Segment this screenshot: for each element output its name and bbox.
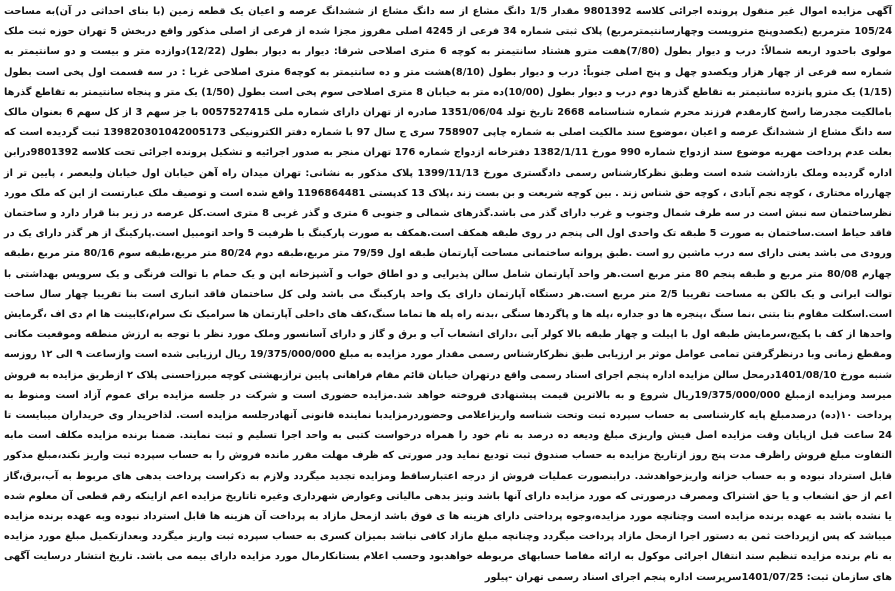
auction-notice-text: آگهی مزایده اموال غیر منقول پرونده اجرائی کلاسه 9801392 مقدار 1/5 دانگ مشاع از سه دانگ مشاع از ششدانگ عرصه و اعیان یک قطعه زمین (با بنای احداثی در آن)به مساحت 105/24 مترمربع (یکصدوپنج مترویست وچهارسانتیمترمربع) پلاک ثبتی شماره 34 فرعی از 4245 اصلی مفروز مجزا شده از فرعی از اصلی مذکور واقع دربخش 5 تهران حوزه ثبت ملک مولوی باحدود اربعه شمالاً: درب و دیوار بطول (7/80)هفت مترو هشتاد سانتیمتر به کوچه 6 متری اصلاحی شرقا: دیوار به دیوار بطول (12/22)دوازده متر و بیست و دو سانتیمتر به شماره سه فرعی از چهار هزار ویکصدو چهل و پنج اصلی جنوباً: درب و دیوار بطول (8/10)هشت متر و ده سانتیمتر به کوچه6 متری اصلاحی غربا : در سه قسمت اول پخی است بطول (1/15) یک مترو پانزده سانتیمتر به تقاطع گذرها دوم درب و دیوار بطول (10/00)ده متر به خیابان 8 متری اصلاحی سوم پخی است بطول (1/50) یک متر و پنجاه سانتیمتر به تقاطع گذرها بامالکیت مجدرضا راسخ کارمقدم فرزند محرم شماره شناسنامه 2668 تاریخ تولد 1351/06/04 صادره از تهران دارای شماره ملی 0057527415 با جز سهم 3 از کل سهم 6 بعنوان مالک سه دانگ مشاع از ششدانگ عرصه و اعیان ،موضوع سند مالکیت اصلی به شماره چاپی 758907 سری ج سال 97 با شماره دفتر الکترونیکی 139820301042005173 ثبت گردیده است که بعلت عدم پرداخت مهریه موضوع سند ازدواج شماره 990 مورخ 1382/1/11 دفترخانه ازدواج شماره 176 تهران منجر به صدور اجرائیه و تشکیل پرونده اجرائی تحت کلاسه 9801392درابن اداره گردیده وملک بازداشت شده است وطبق نظرکارشناس رسمی دادگستری مورخ 1399/11/13 پلاک مذکور به نشانی: تهران میدان راه آهن خیابان اول خیابان ولیعصر ، پایین تر از چهارراه مختاری ، کوچه نجم آبادی ، کوچه حق شناس زند . بین کوچه شریعت و بن بست زند ،پلاک 13 کدپستی 1196864481 واقع شده است و توصیف ملک عبارتست از این که ملک مورد نظرساختمان سه نبش است در سه طرف شمال وجنوب و غرب دارای گذر می باشد.گذرهای شمالی و جنوبی 6 متری و گذر غربی 8 متری است.کل عرصه در زیر بنا قرار دارد و ساختمان فاقد حیاط است.ساختمان به صورت 5 طبقه تک واحدی اول الی پنجم در روی طبقه همکف است.همکف به صورت پارکینگ با ظرفیت 5 واحد اتومبیل است.پارکینگ از هر گذر دارای یک در ورودی می باشد یعنی دارای سه درب ماشین رو است .طبق پروانه ساختمانی مساحت آپارتمان طبقه اول 79/59 متر مربع،طبقه دوم 80/24 متر مربع،طبقه سوم 80/16 متر مربع ،طبقه چهارم 80/08 متر مربع و طبقه پنجم 80 متر مربع است.هر واحد آپارتمان شامل سالن پذیرایی و دو اطاق خواب و آشپزخانه اپن و یک حمام با توالت فرنگی و یک سرویس بهداشتی با توالت ایرانی و یک بالکن به مساحت تقریبا 2/5 متر مربع است.هر دستگاه آپارتمان دارای یک واحد پارکینگ می باشد ولی کل ساختمان فاقد انباری است بنا تقریبا چهار سال ساخت است.اسکلت مقاوم بتا بتنی ،نما سنگ ،پنجره ها دو جداره ،پله ها و پاگردها سنگی ،بدنه راه پله ها تماما سنگ،کف های داخلی آپارتمان ها سرامیک تک سرام،کابینت ها ام دی اف ،گرمایش واحدها از کف با پکیج،سرمایش طبقه اول با اپیلت و چهار طبقه بالا کولر آبی ،دارای انشعاب آب و برق و گاز و دارای آسانسور وملک مورد نظر با توجه به ارزش منطقه وموقعیت مکانی ومقطع زمانی وبا درنظرگرفتن تمامی عوامل موثر بر ارزیابی طبق نظرکارشناس رسمی مقدار مورد مزایده به مبلغ 19/375/000/000 ریال ارزیابی شده است وازساعت ۹ الی ۱۲ روزسه شنبه مورخ 1401/08/10درمحل سالن مزایده اداره پنجم اجرای اسناد رسمی واقع درتهران خیابان قائم مقام فراهانی پایین ترازبهشتی کوچه میرزاحسنی پلاک ۲ ازطریق مزایده به فروش میرسد ومزایده ازمبلغ 19/375/000/000ریال شروع و به بالاترین قیمت پیشنهادی فروخته خواهد شد.مزایده حضوری است و شرکت در جلسه مزایده برای عموم آزاد است ومنوط به پرداخت ۱۰(ده) درصدمبلغ پایه کارشناسی به حساب سپرده ثبت وتحت شناسه واریزاعلامی وحضوردرمزایدبا نماینده قانونی آنهادرجلسه مزایده است. لذاخریدار وی خریداران میبایست تا 24 ساعت قبل ازپایان وقت مزایده اصل فیش واریزی مبلغ ودیعه ده درصد به نام خود را همراه درخواست کتبی به واحد اجرا تسلیم و ثبت نمایند. ضمنا برنده مزایده مکلف است مابه التفاوت مبلغ فروش راظرف مدت پنج روز ازتاریخ مزایده به حساب صندوق ثبت تودیع نماید ودر صورتی که ظرف مهلت مقرر مانده فروش را به حساب سپرده ثبت واریز نکند،مبلغ مذکور قابل استرداد نبوده و به حساب خزانه واریزخواهدشد. درابنصورت عملیات فروش از درجه اعتبارساقط ومزایده تجدید میگردد ولازم به ذکراست پرداخت بدهی های مربوط به آب،برق،گاز اعم از حق انشعاب و یا حق اشتراک ومصرف درصورتی که مورد مزایده دارای آنها باشد ونیز بدهی مالیاتی وعوارض شهرداری وغیره تاتاریخ مزایده اعم ازاینکه رقم قطعی آن معلوم شده یا نشده باشد به عهده برنده مزایده است وچنانچه مورد مزایده،وجوه پرداختی دارای هزینه ها ی فوق باشد ازمحل مازاد به پرداخت آن هزینه ها قابل استرداد نبوده وبه عهده برنده مزایده میباشد که پس ازپرداخت ثمن به دستور اجرا ازمحل مازاد پرداخت میگردد وچنانچه مبلغ مازاد کافی نباشد بمیزان کسری به حساب سپرده ثبت واریز میگردد وبعدازتکمیل مبلغ مورد مزایده به نام برنده مزایده تنظیم سند انتقال اجرائی موکول به ارائه مفاصا حسابهای مربوطه خواهدبود وحسب اعلام بستانکارمال مورد مزایده دارای بیمه می باشد. تاریخ انتشار درسایت آگهی های سازمان ثبت: 1401/07/25سرپرست اداره پنجم اجرای اسناد رسمی تهران -پیلور — [4, 6, 893, 583]
